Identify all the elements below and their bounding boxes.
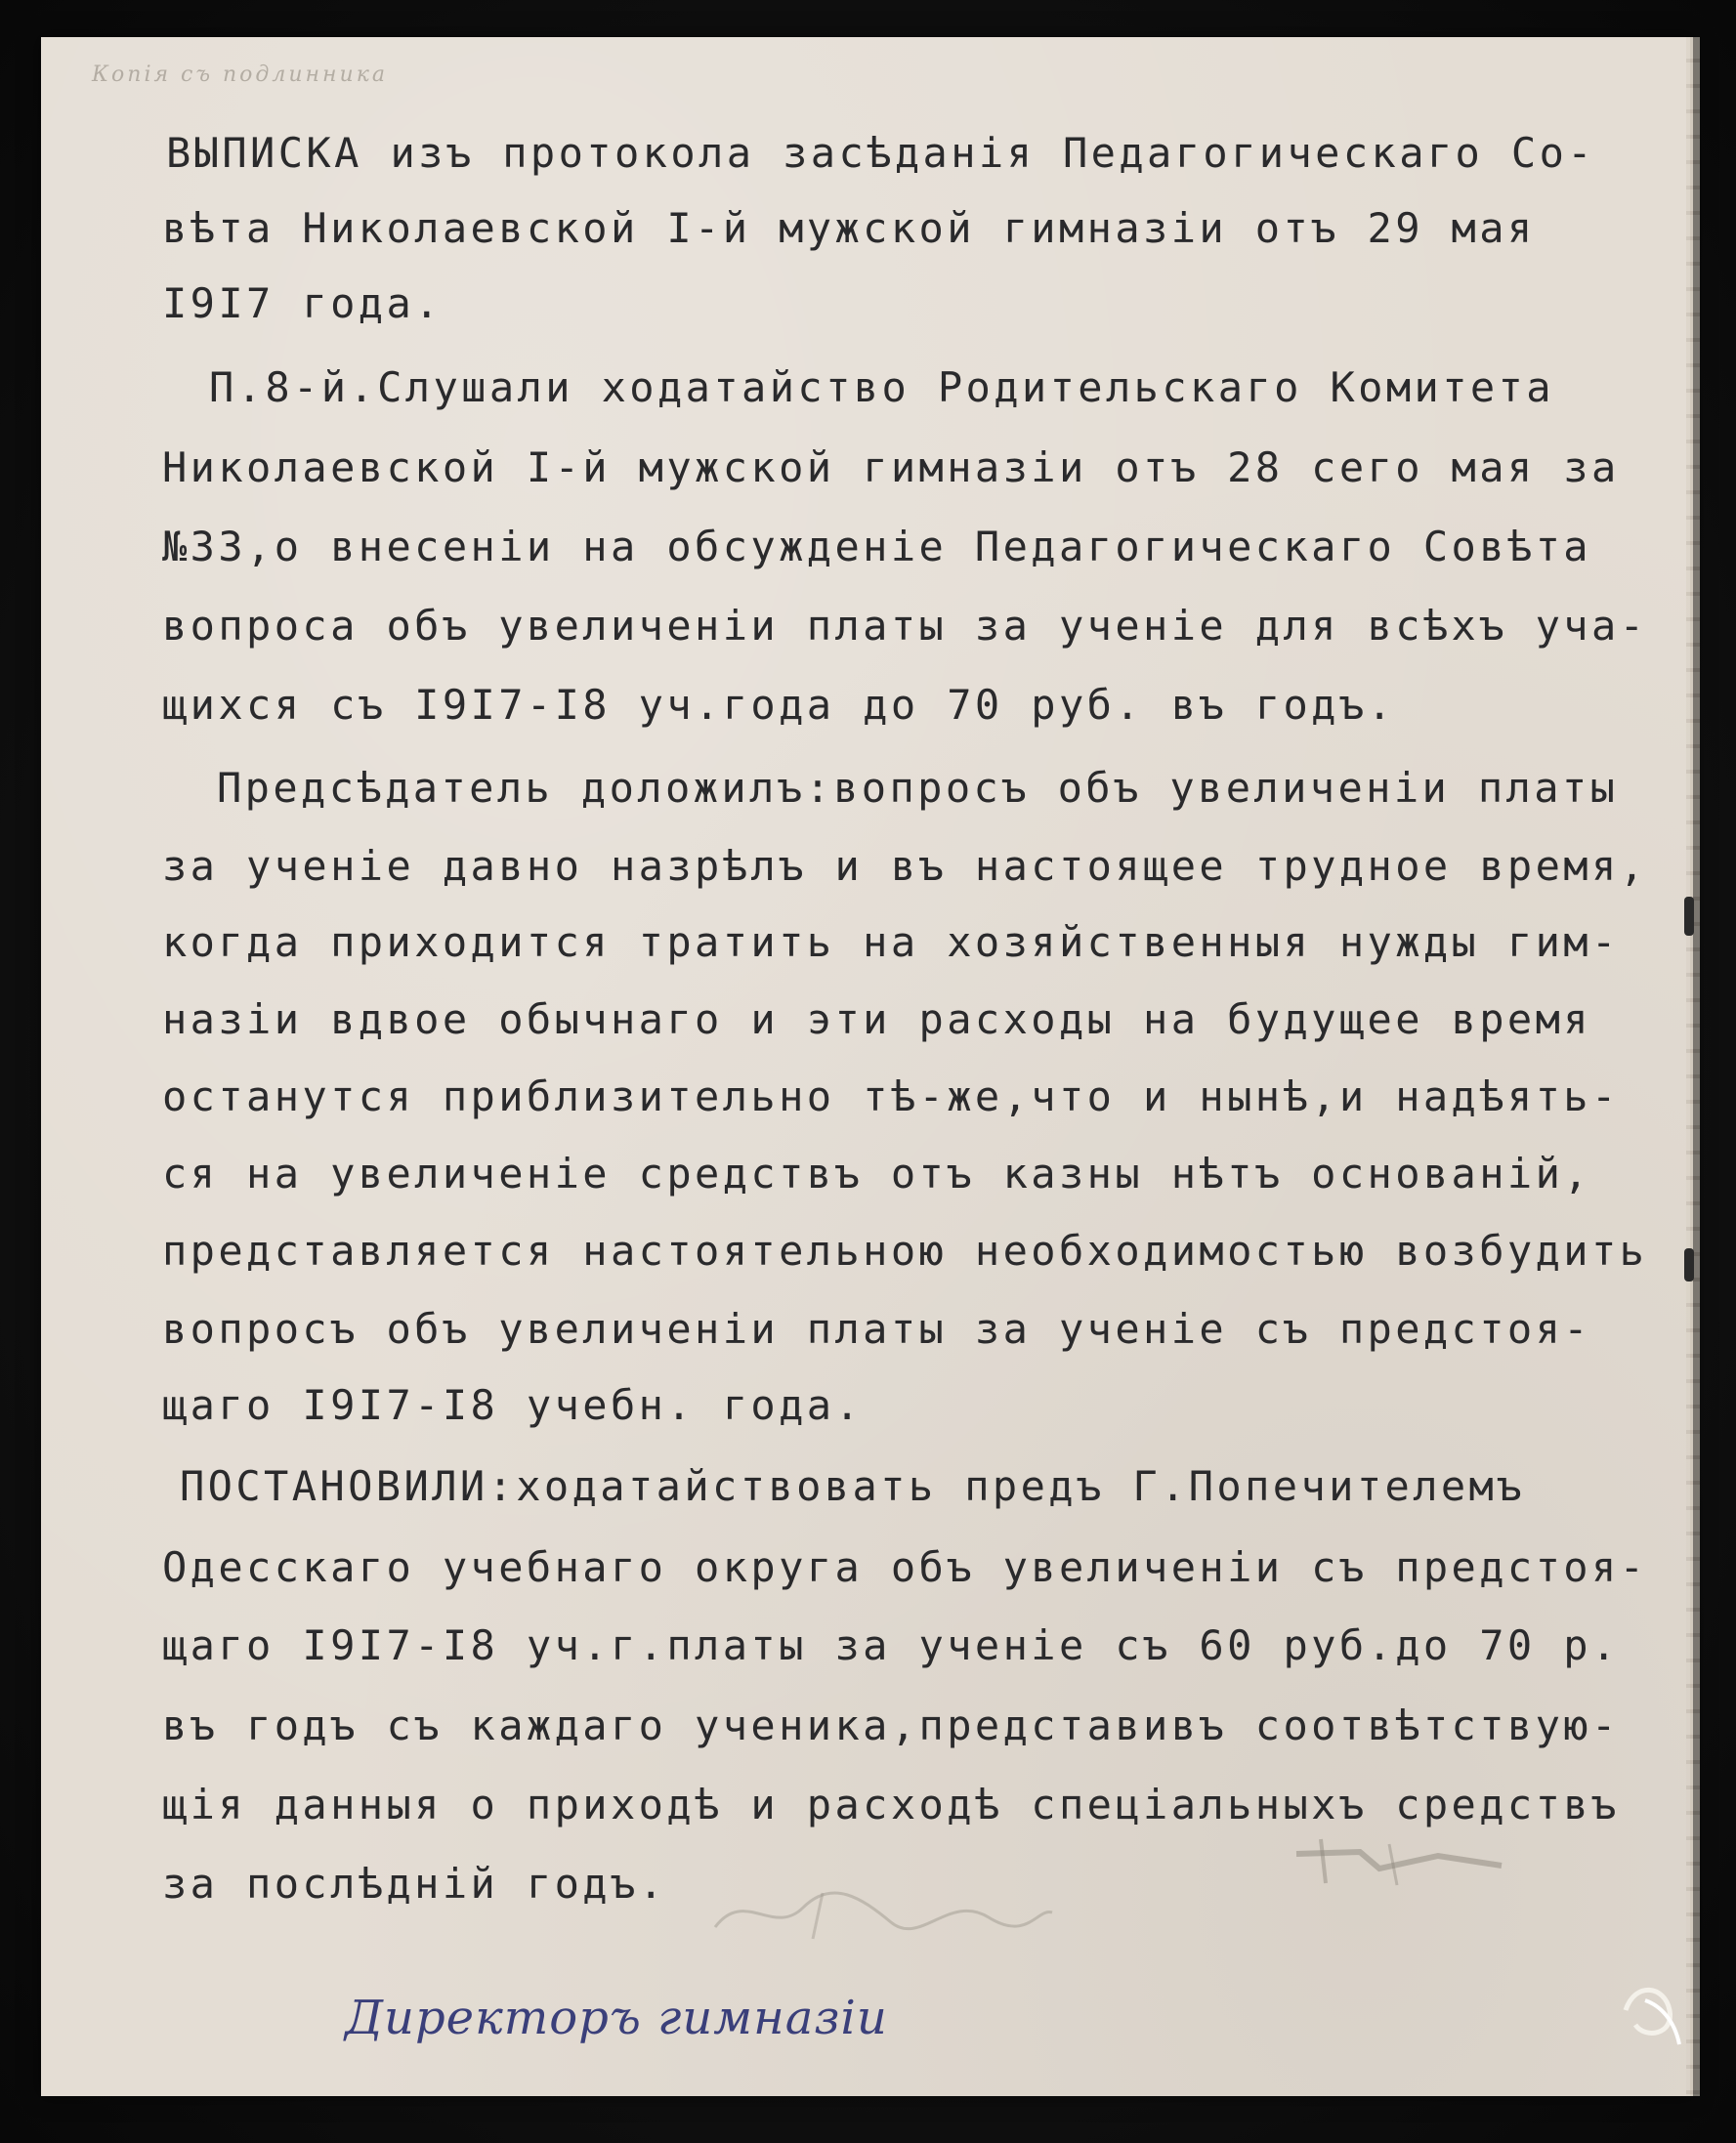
text-line: вопросъ объ увеличенiи платы за ученiе съ предстоя- bbox=[162, 1305, 1591, 1353]
text-line: когда приходится тратить на хозяйственныя нужды гим- bbox=[162, 918, 1620, 966]
text-line: въ годъ съ каждаго ученика,представивъ соотвѣтствую- bbox=[162, 1702, 1620, 1749]
text-line: вопроса объ увеличенiи платы за ученiе для всѣхъ уча- bbox=[162, 602, 1648, 650]
text-line: ПОСТАНОВИЛИ:ходатайствовать предъ Г.Попечителемъ bbox=[180, 1462, 1525, 1510]
text-line: Предсѣдатель доложилъ:вопросъ объ увеличенiи платы bbox=[217, 764, 1619, 812]
text-line: Одесскаго учебнаго округа объ увеличенiи съ предстоя- bbox=[162, 1543, 1648, 1591]
text-line: щiя данныя о приходѣ и расходѣ спецiальныхъ средствъ bbox=[162, 1781, 1620, 1828]
faint-signature-mark bbox=[705, 1878, 1057, 1947]
text-line: останутся приблизительно тѣ-же,что и нынѣ,и надѣять- bbox=[162, 1072, 1620, 1120]
text-line: щаго I9I7-I8 уч.г.платы за ученiе съ 60 руб.до 70 р. bbox=[162, 1621, 1620, 1669]
text-line: за ученiе давно назрѣлъ и въ настоящее трудное время, bbox=[162, 842, 1648, 890]
text-line: назiи вдвое обычнаго и эти расходы на будущее время bbox=[162, 995, 1591, 1043]
faded-top-note: Копія съ подлинника bbox=[92, 63, 388, 87]
text-line: щаго I9I7-I8 учебн. года. bbox=[162, 1381, 864, 1429]
text-line: П.8-й.Слушали ходатайство Родительскаго Комитета bbox=[209, 363, 1554, 411]
text-line: Николаевской I-й мужской гимназiи отъ 28 сего мая за bbox=[162, 443, 1620, 491]
text-line: I9I7 года. bbox=[162, 279, 443, 327]
document-page bbox=[41, 37, 1693, 2096]
text-line: ВЫПИСКА изъ протокола засѣданія Педагогическаго Со- bbox=[166, 129, 1595, 177]
text-line: щихся съ I9I7-I8 уч.года до 70 руб. въ годъ. bbox=[162, 681, 1396, 729]
text-line: за послѣднiй годъ. bbox=[162, 1860, 667, 1908]
ink-smudge-mark bbox=[1291, 1815, 1506, 1903]
signature-label: Директоръ гимназiи bbox=[345, 1991, 888, 2045]
text-line: представляется настоятельною необходимостью возбудить bbox=[162, 1227, 1648, 1275]
text-line: №33,о внесенiи на обсужденiе Педагогическаго Совѣта bbox=[162, 523, 1591, 570]
document-body bbox=[41, 37, 1690, 2096]
binding-thread bbox=[1616, 1971, 1684, 2049]
text-line: ся на увеличенiе средствъ отъ казны нѣтъ основанiй, bbox=[162, 1150, 1591, 1198]
text-line: вѣта Николаевской I-й мужской гимназiи отъ 29 мая bbox=[162, 204, 1536, 252]
